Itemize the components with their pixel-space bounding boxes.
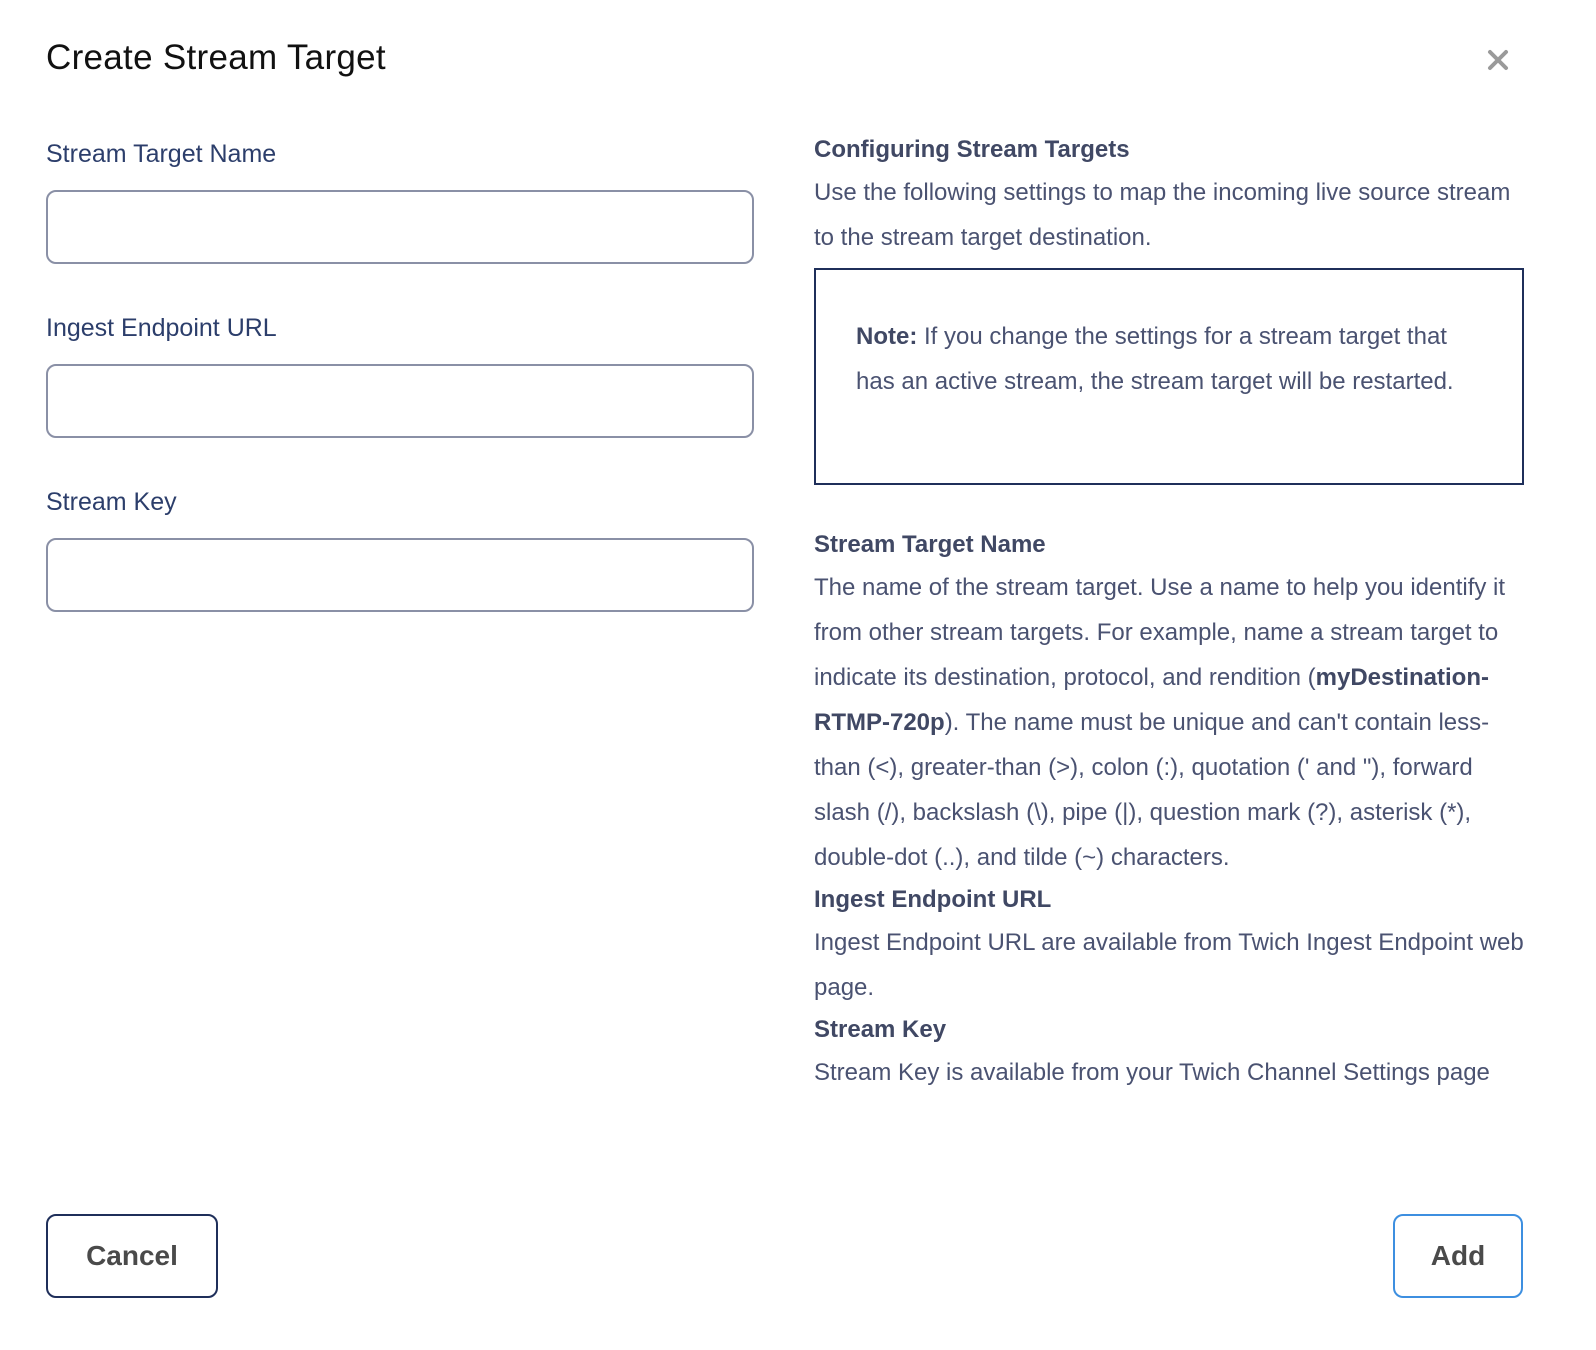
help-section-text-name-before: The name of the stream target. Use a name to help you identify it from other stream targets. For example, name a stream target to indicate its destination, protocol, and rendition ( [814, 574, 1506, 691]
stream-target-name-field [46, 138, 756, 264]
stream-key-label: Stream Key [46, 488, 177, 516]
help-section-heading-key: Stream Key [814, 1016, 947, 1043]
ingest-endpoint-url-field [46, 312, 756, 438]
dialog-title: Create Stream Target [46, 38, 386, 77]
help-section-text-name [814, 565, 1526, 880]
close-icon[interactable] [1480, 42, 1516, 78]
form-column [46, 130, 756, 660]
help-section-text-endpoint: Ingest Endpoint URL are available from Twich Ingest Endpoint web page. [814, 929, 1524, 1001]
help-section-text-key: Stream Key is available from your Twich Channel Settings page [814, 1059, 1490, 1086]
ingest-endpoint-url-label: Ingest Endpoint URL [46, 314, 277, 342]
stream-key-field [46, 486, 756, 612]
close-icon-glyph [1487, 49, 1509, 71]
note-box [814, 268, 1524, 485]
help-intro: Use the following settings to map the incoming live source stream to the stream target destination. [814, 179, 1511, 251]
note-text: If you change the settings for a stream target that has an active stream, the stream target will be restarted. [856, 323, 1454, 395]
ingest-endpoint-url-input[interactable] [46, 364, 754, 438]
stream-target-name-input[interactable] [46, 190, 754, 264]
add-button[interactable]: Add [1393, 1214, 1523, 1298]
cancel-button[interactable]: Cancel [46, 1214, 218, 1298]
stream-key-input[interactable] [46, 538, 754, 612]
stream-target-name-label: Stream Target Name [46, 140, 277, 168]
help-panel [814, 130, 1526, 1095]
help-section-heading-endpoint: Ingest Endpoint URL [814, 886, 1052, 913]
help-heading: Configuring Stream Targets [814, 136, 1130, 163]
help-section-example-name: myDestination-RTMP-720p [814, 664, 1489, 736]
note-label: Note: [856, 323, 918, 350]
help-section-text-name-after: ). The name must be unique and can't contain less-than (<), greater-than (>), colon (:), quotation (' and "), forward slash (/), backslash (\), pipe (|), question mark (?), asterisk (*), double-dot (..), and tilde (~) characters. [814, 709, 1490, 871]
help-section-heading-name: Stream Target Name [814, 531, 1046, 558]
